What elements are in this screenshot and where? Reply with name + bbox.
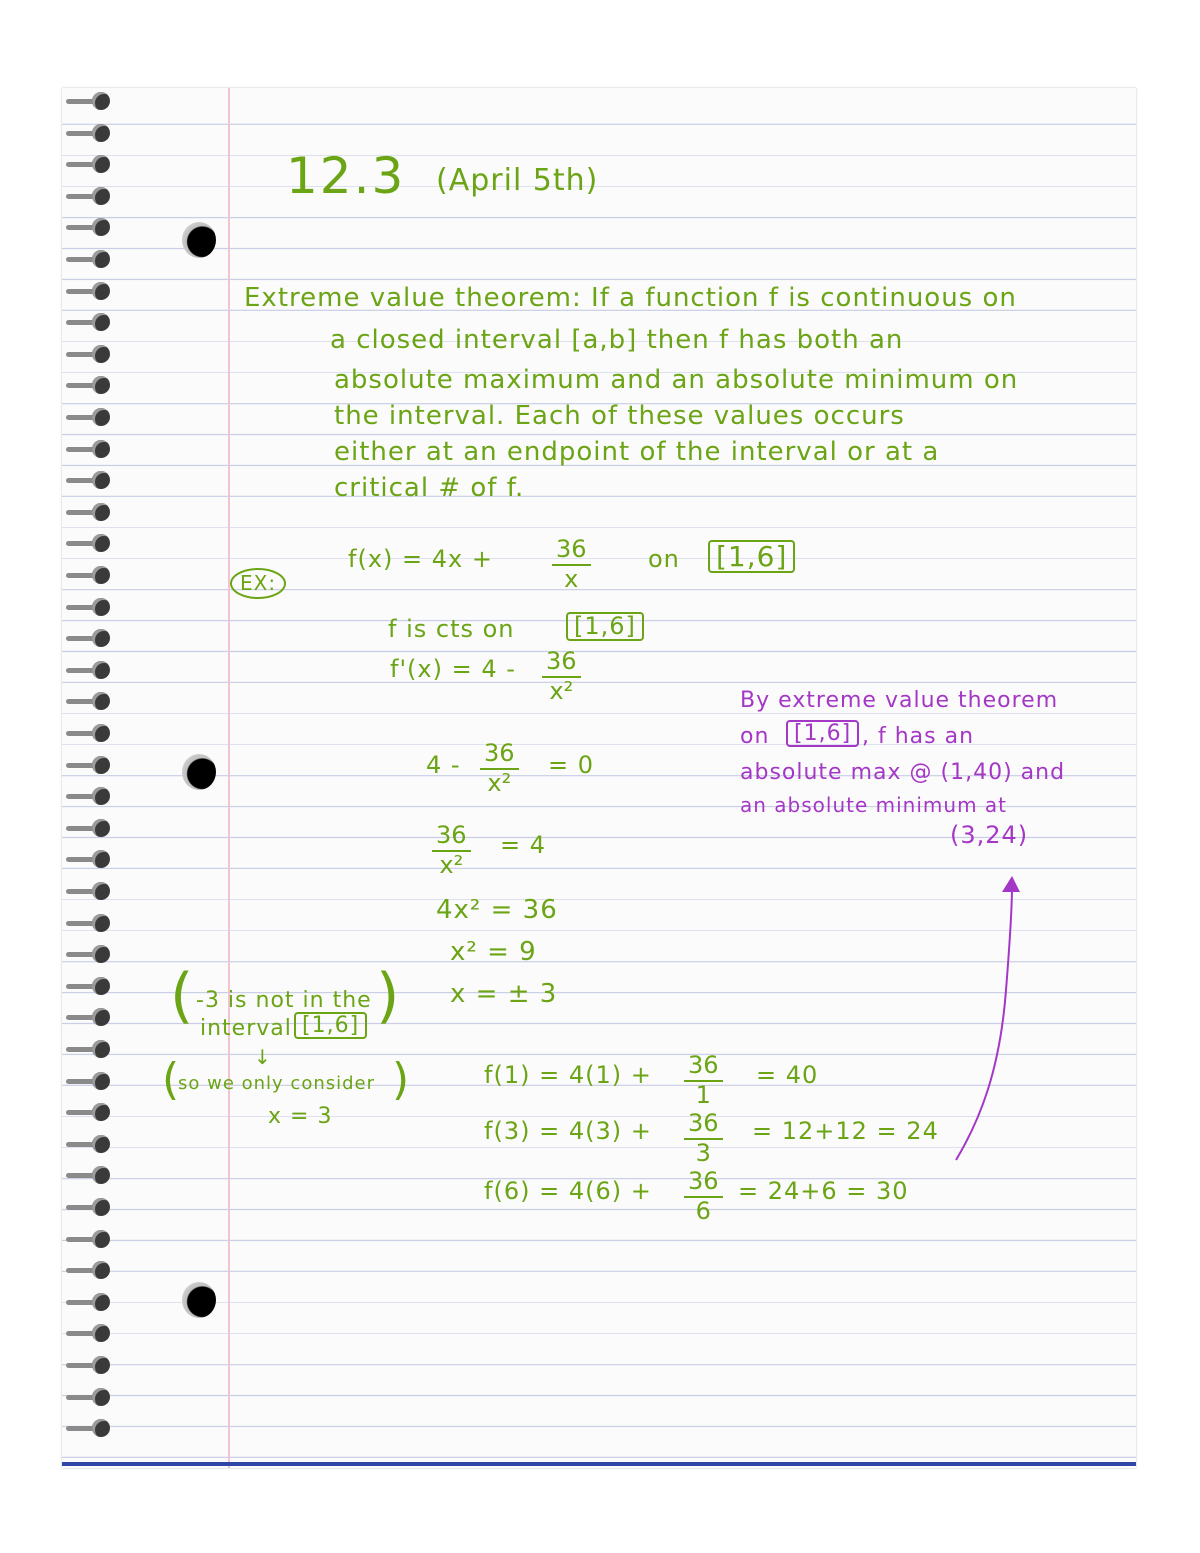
eval-f6-numerator: 36 [684, 1168, 723, 1198]
spiral-coil [64, 1388, 116, 1408]
coil-ring [92, 914, 110, 932]
eval-f6-rhs: = 24+6 = 30 [738, 1177, 909, 1205]
continuity-interval [566, 612, 644, 641]
eval-f3-numerator: 36 [684, 1110, 723, 1140]
coil-ring [92, 250, 110, 268]
spiral-coil [64, 850, 116, 870]
coil-ring [92, 1324, 110, 1342]
function-fraction [552, 536, 591, 593]
arrow-line [956, 886, 1012, 1160]
equation-2-denominator: x² [439, 850, 464, 879]
coil-ring [92, 661, 110, 679]
spiral-coil [64, 376, 116, 396]
coil-ring [92, 724, 110, 742]
continuity-interval-text: [1,6] [566, 612, 644, 641]
conclusion-interval-text: [1,6] [786, 720, 859, 747]
coil-ring [92, 1135, 110, 1153]
theorem-line-2: a closed interval [a,b] then f has both an [330, 325, 904, 355]
eval-f1-fraction [684, 1052, 723, 1109]
theorem-line-1: Extreme value theorem: If a function f is continuous on [244, 283, 1017, 313]
coil-ring [92, 1166, 110, 1184]
spiral-coil [64, 534, 116, 554]
side-note-paren-left-2: ( [162, 1054, 181, 1105]
equation-1-rhs: = 0 [548, 751, 595, 779]
coil-ring [92, 1419, 110, 1437]
theorem-line-6: critical # of f. [334, 473, 525, 503]
coil-ring [92, 1072, 110, 1090]
coil-ring [92, 92, 110, 110]
spiral-coil [64, 661, 116, 681]
coil-ring [92, 977, 110, 995]
example-label: EX: [230, 568, 286, 599]
conclusion-line-2-end: , f has an [862, 724, 975, 749]
spiral-coil [64, 218, 116, 238]
interval-text: [1,6] [708, 540, 795, 573]
derivative-denominator: x² [549, 676, 574, 705]
coil-ring [92, 692, 110, 710]
coil-ring [92, 598, 110, 616]
eval-f1-rhs: = 40 [756, 1061, 819, 1089]
interval-box [708, 540, 795, 573]
coil-ring [92, 1008, 110, 1026]
spiral-coil [64, 977, 116, 997]
spiral-coil [64, 1419, 116, 1439]
eval-f1-numerator: 36 [684, 1052, 723, 1082]
coil-ring [92, 1261, 110, 1279]
spiral-coil [64, 1008, 116, 1028]
coil-ring [92, 945, 110, 963]
coil-ring [92, 1103, 110, 1121]
eval-f6-denominator: 6 [695, 1196, 711, 1225]
coil-ring [92, 471, 110, 489]
conclusion-arrow [940, 870, 1030, 1170]
side-note-arrow: ↓ [254, 1045, 272, 1069]
coil-ring [92, 503, 110, 521]
spiral-coil [64, 787, 116, 807]
side-note-line-4: x = 3 [268, 1104, 333, 1129]
spiral-coil [64, 313, 116, 333]
spiral-coil [64, 187, 116, 207]
coil-ring [92, 1040, 110, 1058]
equation-1-numerator: 36 [480, 740, 519, 770]
punch-hole-bottom [182, 1282, 216, 1318]
coil-ring [92, 787, 110, 805]
side-note-paren-left: ( [170, 961, 195, 1031]
spiral-coil [64, 408, 116, 428]
coil-ring [92, 376, 110, 394]
spiral-coil [64, 1040, 116, 1060]
conclusion-line-4: an absolute minimum at [740, 793, 1007, 817]
spiral-coil [64, 1230, 116, 1250]
coil-ring [92, 313, 110, 331]
on-text: on [648, 545, 680, 573]
page-bottom-edge [62, 1462, 1136, 1466]
eval-f1-lhs: f(1) = 4(1) + [484, 1061, 652, 1089]
coil-ring [92, 756, 110, 774]
conclusion-line-1: By extreme value theorem [740, 688, 1059, 713]
equation-2-numerator: 36 [432, 822, 471, 852]
spiral-coil [64, 124, 116, 144]
spiral-coil [64, 819, 116, 839]
spiral-coil [64, 155, 116, 175]
section-number: 12.3 [286, 147, 406, 205]
eval-f3-denominator: 3 [695, 1138, 711, 1167]
side-note-interval-text: [1,6] [294, 1012, 367, 1039]
spiral-coil [64, 1135, 116, 1155]
coil-ring [92, 1293, 110, 1311]
derivative-numerator: 36 [542, 648, 581, 678]
spiral-coil [64, 282, 116, 302]
equation-1-lhs: 4 - [426, 751, 461, 779]
spiral-coil [64, 1324, 116, 1344]
spiral-coil [64, 440, 116, 460]
equation-1-denominator: x² [487, 768, 512, 797]
spiral-coil [64, 724, 116, 744]
spiral-coil [64, 756, 116, 776]
coil-ring [92, 1198, 110, 1216]
spiral-coil [64, 1293, 116, 1313]
side-note-interval [294, 1012, 367, 1039]
coil-ring [92, 187, 110, 205]
equation-3: 4x² = 36 [436, 895, 558, 925]
eval-f6-fraction [684, 1168, 723, 1225]
section-date: (April 5th) [436, 163, 599, 198]
derivative-lhs: f'(x) = 4 - [390, 655, 516, 683]
conclusion-line-5: (3,24) [950, 821, 1029, 849]
coil-ring [92, 1356, 110, 1374]
spiral-coil [64, 1356, 116, 1376]
spiral-coil [64, 1261, 116, 1281]
margin-line [228, 88, 230, 1468]
coil-ring [92, 218, 110, 236]
spiral-coil [64, 503, 116, 523]
side-note-line-1: -3 is not in the [196, 988, 372, 1013]
equation-2-fraction [432, 822, 471, 879]
coil-ring [92, 1230, 110, 1248]
coil-ring [92, 850, 110, 868]
coil-ring [92, 282, 110, 300]
equation-4: x² = 9 [450, 937, 537, 967]
punch-hole-middle [182, 754, 216, 790]
spiral-coil [64, 1166, 116, 1186]
spiral-coil [64, 566, 116, 586]
eval-f3-fraction [684, 1110, 723, 1167]
coil-ring [92, 1388, 110, 1406]
side-note-paren-right-2: ) [392, 1054, 411, 1105]
continuity-statement: f is cts on [388, 615, 515, 643]
conclusion-line-3: absolute max @ (1,40) and [740, 760, 1066, 785]
eval-f6-lhs: f(6) = 4(6) + [484, 1177, 652, 1205]
spiral-coil [64, 692, 116, 712]
punch-hole-top [182, 222, 216, 258]
coil-ring [92, 440, 110, 458]
spiral-coil [64, 1103, 116, 1123]
function-lhs: f(x) = 4x + [348, 545, 493, 573]
spiral-coil [64, 345, 116, 365]
coil-ring [92, 882, 110, 900]
coil-ring [92, 629, 110, 647]
spiral-coil [64, 250, 116, 270]
coil-ring [92, 345, 110, 363]
side-note-paren-right: ) [376, 961, 401, 1031]
equation-5: x = ± 3 [450, 979, 558, 1009]
arrow-head [1002, 876, 1020, 892]
conclusion-interval [786, 720, 859, 747]
side-note-line-2: interval [200, 1016, 292, 1041]
equation-1-fraction [480, 740, 519, 797]
coil-ring [92, 534, 110, 552]
derivative-fraction [542, 648, 581, 705]
spiral-coil [64, 914, 116, 934]
eval-f1-denominator: 1 [695, 1080, 711, 1109]
spiral-binding [64, 92, 124, 1462]
eval-f3-lhs: f(3) = 4(3) + [484, 1117, 652, 1145]
function-denominator: x [564, 564, 579, 593]
theorem-line-4: the interval. Each of these values occurs [334, 401, 905, 431]
coil-ring [92, 155, 110, 173]
equation-2-rhs: = 4 [500, 831, 547, 859]
spiral-coil [64, 598, 116, 618]
spiral-coil [64, 471, 116, 491]
conclusion-line-2-start: on [740, 724, 770, 749]
spiral-coil [64, 1072, 116, 1092]
spiral-coil [64, 882, 116, 902]
coil-ring [92, 566, 110, 584]
theorem-line-5: either at an endpoint of the interval or at a [334, 437, 940, 467]
spiral-coil [64, 629, 116, 649]
function-numerator: 36 [552, 536, 591, 566]
theorem-line-3: absolute maximum and an absolute minimum on [334, 365, 1019, 395]
side-note-line-3: so we only consider [178, 1073, 376, 1094]
coil-ring [92, 819, 110, 837]
coil-ring [92, 408, 110, 426]
spiral-coil [64, 1198, 116, 1218]
coil-ring [92, 124, 110, 142]
spiral-coil [64, 945, 116, 965]
eval-f3-rhs: = 12+12 = 24 [752, 1117, 939, 1145]
spiral-coil [64, 92, 116, 112]
